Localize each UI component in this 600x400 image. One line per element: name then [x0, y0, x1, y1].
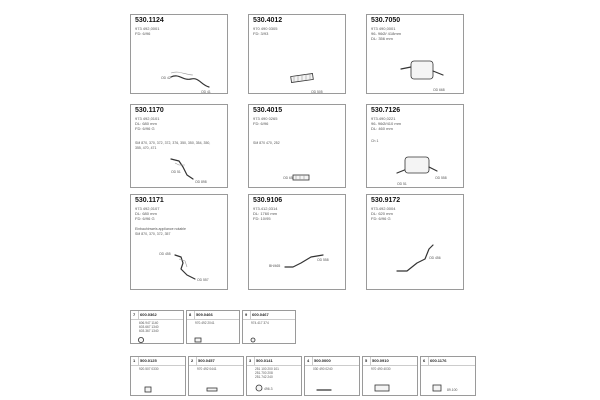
part-line: 973 492,0107	[135, 206, 160, 211]
part-number: 530.9172	[371, 197, 401, 204]
small-part-4[interactable]	[304, 356, 360, 396]
item-number: 8	[189, 312, 192, 317]
sleeve-icon	[421, 357, 477, 397]
pipe-drawing	[249, 195, 347, 291]
part-line: DL: 620 mm	[371, 211, 393, 216]
part-line: 974.417 374	[251, 321, 269, 325]
part-line: 606.947 1140	[139, 321, 159, 325]
label: 89.100	[447, 388, 458, 392]
part-number: 530.7126	[371, 107, 401, 114]
part-line: 251 100 200 101	[255, 367, 279, 371]
part-line: DL: 680 mm	[135, 121, 157, 126]
label: OD 42	[161, 76, 171, 80]
part-card-530-9106[interactable]	[248, 194, 346, 290]
part-line: 973.492.0004	[371, 206, 396, 211]
part-number: 500.0125	[140, 358, 157, 363]
fitment-note: SM 870 470, 252	[253, 141, 280, 145]
part-line: FD: 6/96	[253, 121, 269, 126]
pipe-drawing	[367, 195, 465, 291]
part-number: 500.0910	[372, 358, 389, 363]
muffler-drawing	[367, 15, 465, 95]
small-part-2[interactable]	[188, 356, 244, 396]
label: OD 456	[429, 256, 441, 260]
part-line: DL: 1760 mm	[253, 211, 278, 216]
part-line: 603.367 1340	[139, 329, 159, 333]
part-line: 030 490 0240	[313, 367, 333, 371]
part-number: 530.4012	[253, 17, 283, 24]
part-line: 970 492 0441	[197, 367, 217, 371]
label: 496.3	[264, 387, 273, 391]
part-number: 500.0141	[256, 358, 273, 363]
part-line: 251.700 208	[255, 371, 273, 375]
part-number: 600.1176	[430, 358, 447, 363]
part-line: FD: 10/95	[253, 216, 271, 221]
part-line: 96- 96Ø/ 418mm	[371, 31, 402, 36]
flex-pipe-drawing	[249, 15, 347, 95]
fitment-note: SM 870, 370, 372, 372, 376, 350, 350, 354, 350,	[135, 141, 211, 145]
part-line: DL: 356 mm	[371, 36, 393, 41]
label: OD 455	[159, 252, 171, 256]
small-part-9[interactable]	[242, 310, 296, 344]
fitment-note: 355, 470, 471	[135, 146, 157, 150]
item-number: 5	[365, 358, 368, 363]
item-number: 9	[245, 312, 248, 317]
part-line: 973.490,0221	[371, 116, 396, 121]
part-number: 509.0466	[196, 312, 213, 317]
small-part-7[interactable]	[130, 310, 184, 344]
part-line: FD: 6/96 G	[135, 126, 155, 131]
label: BH/465	[269, 264, 281, 268]
part-number: 530.1124	[135, 17, 164, 24]
part-card-530-1170[interactable]	[130, 104, 228, 188]
fitment-note: SM 870, 370, 372, 357	[135, 232, 171, 236]
label: OD 557	[197, 278, 209, 282]
mount-icon	[243, 311, 297, 345]
item-number: 2	[191, 358, 194, 363]
part-number: 500.0457	[198, 358, 215, 363]
label: OD 51	[397, 182, 407, 186]
item-number: 1	[133, 358, 136, 363]
part-number: 530.9106	[253, 197, 283, 204]
part-line: FD: 6/96 G	[135, 216, 155, 221]
muffler-drawing	[367, 105, 465, 189]
item-number: 3	[249, 358, 252, 363]
part-card-530-7050[interactable]	[366, 14, 464, 94]
part-number: 500.0000	[314, 358, 331, 363]
small-part-8[interactable]	[186, 310, 240, 344]
part-line: 973 490,0001	[371, 26, 396, 31]
part-line: 973 492,0101	[135, 116, 160, 121]
seal-icon	[189, 357, 245, 397]
bracket-icon	[363, 357, 419, 397]
clamp-icon	[131, 311, 185, 345]
part-line: 973 490 0265	[253, 116, 278, 121]
item-number: 7	[133, 312, 136, 317]
flex-pipe-drawing	[249, 105, 347, 189]
part-number: 600.0362	[140, 312, 157, 317]
part-line: 970 490 4030	[371, 367, 391, 371]
pipe-drawing	[131, 195, 229, 291]
part-line: FD: 6/96 G	[371, 216, 391, 221]
part-card-530-9172[interactable]	[366, 194, 464, 290]
label: OD 41	[201, 90, 211, 94]
gasket-icon	[187, 311, 241, 345]
tailpipe-drawing	[131, 15, 229, 95]
fitment-note: Ch 1	[371, 139, 379, 143]
label: OD 898	[195, 180, 207, 184]
part-line: 970.492 2041	[195, 321, 215, 325]
small-part-1[interactable]	[130, 356, 186, 396]
label: OD 65	[283, 176, 293, 180]
label: OD 558	[317, 258, 329, 262]
fitment-note: Einbauhinweis appliance notable	[135, 227, 186, 231]
pipe-drawing	[131, 105, 229, 189]
part-card-530-1171[interactable]	[130, 194, 228, 290]
part-line: DL: 680 mm	[135, 211, 157, 216]
hanger-icon	[131, 357, 187, 397]
part-line: 920.507 0330	[139, 367, 159, 371]
label: OD 505	[311, 90, 323, 94]
part-line: DL: 460 mm	[371, 126, 393, 131]
part-number: 600.0467	[252, 312, 269, 317]
clamp-icon	[247, 357, 303, 397]
part-number: 530.1171	[135, 197, 164, 204]
part-card-530-4015[interactable]	[248, 104, 346, 188]
part-line: 96- 96Ø/410 mm	[371, 121, 402, 126]
part-line: FD: 6/96	[135, 31, 151, 36]
part-number: 530.7050	[371, 17, 401, 24]
part-number: 530.1170	[135, 107, 164, 114]
small-part-6[interactable]	[420, 356, 476, 396]
item-number: 4	[307, 358, 310, 363]
part-line: 970 490 0305	[253, 26, 278, 31]
part-line: 973 492,0001	[135, 26, 160, 31]
part-line: 973.412,0314	[253, 206, 278, 211]
part-line: 251.742 240	[255, 375, 273, 379]
label: OD 51	[171, 170, 181, 174]
gasket-icon	[305, 357, 361, 397]
part-number: 530.4015	[253, 107, 283, 114]
part-card-530-7126[interactable]	[366, 104, 464, 188]
part-line: FD: 3/93	[253, 31, 269, 36]
label: OD 668	[433, 88, 445, 92]
part-card-530-1124[interactable]	[130, 14, 228, 94]
small-part-5[interactable]	[362, 356, 418, 396]
label: OD 558	[435, 176, 447, 180]
small-part-3[interactable]	[246, 356, 302, 396]
part-card-530-4012[interactable]	[248, 14, 346, 94]
part-line: 603.667 1340	[139, 325, 159, 329]
item-number: 6	[423, 358, 426, 363]
